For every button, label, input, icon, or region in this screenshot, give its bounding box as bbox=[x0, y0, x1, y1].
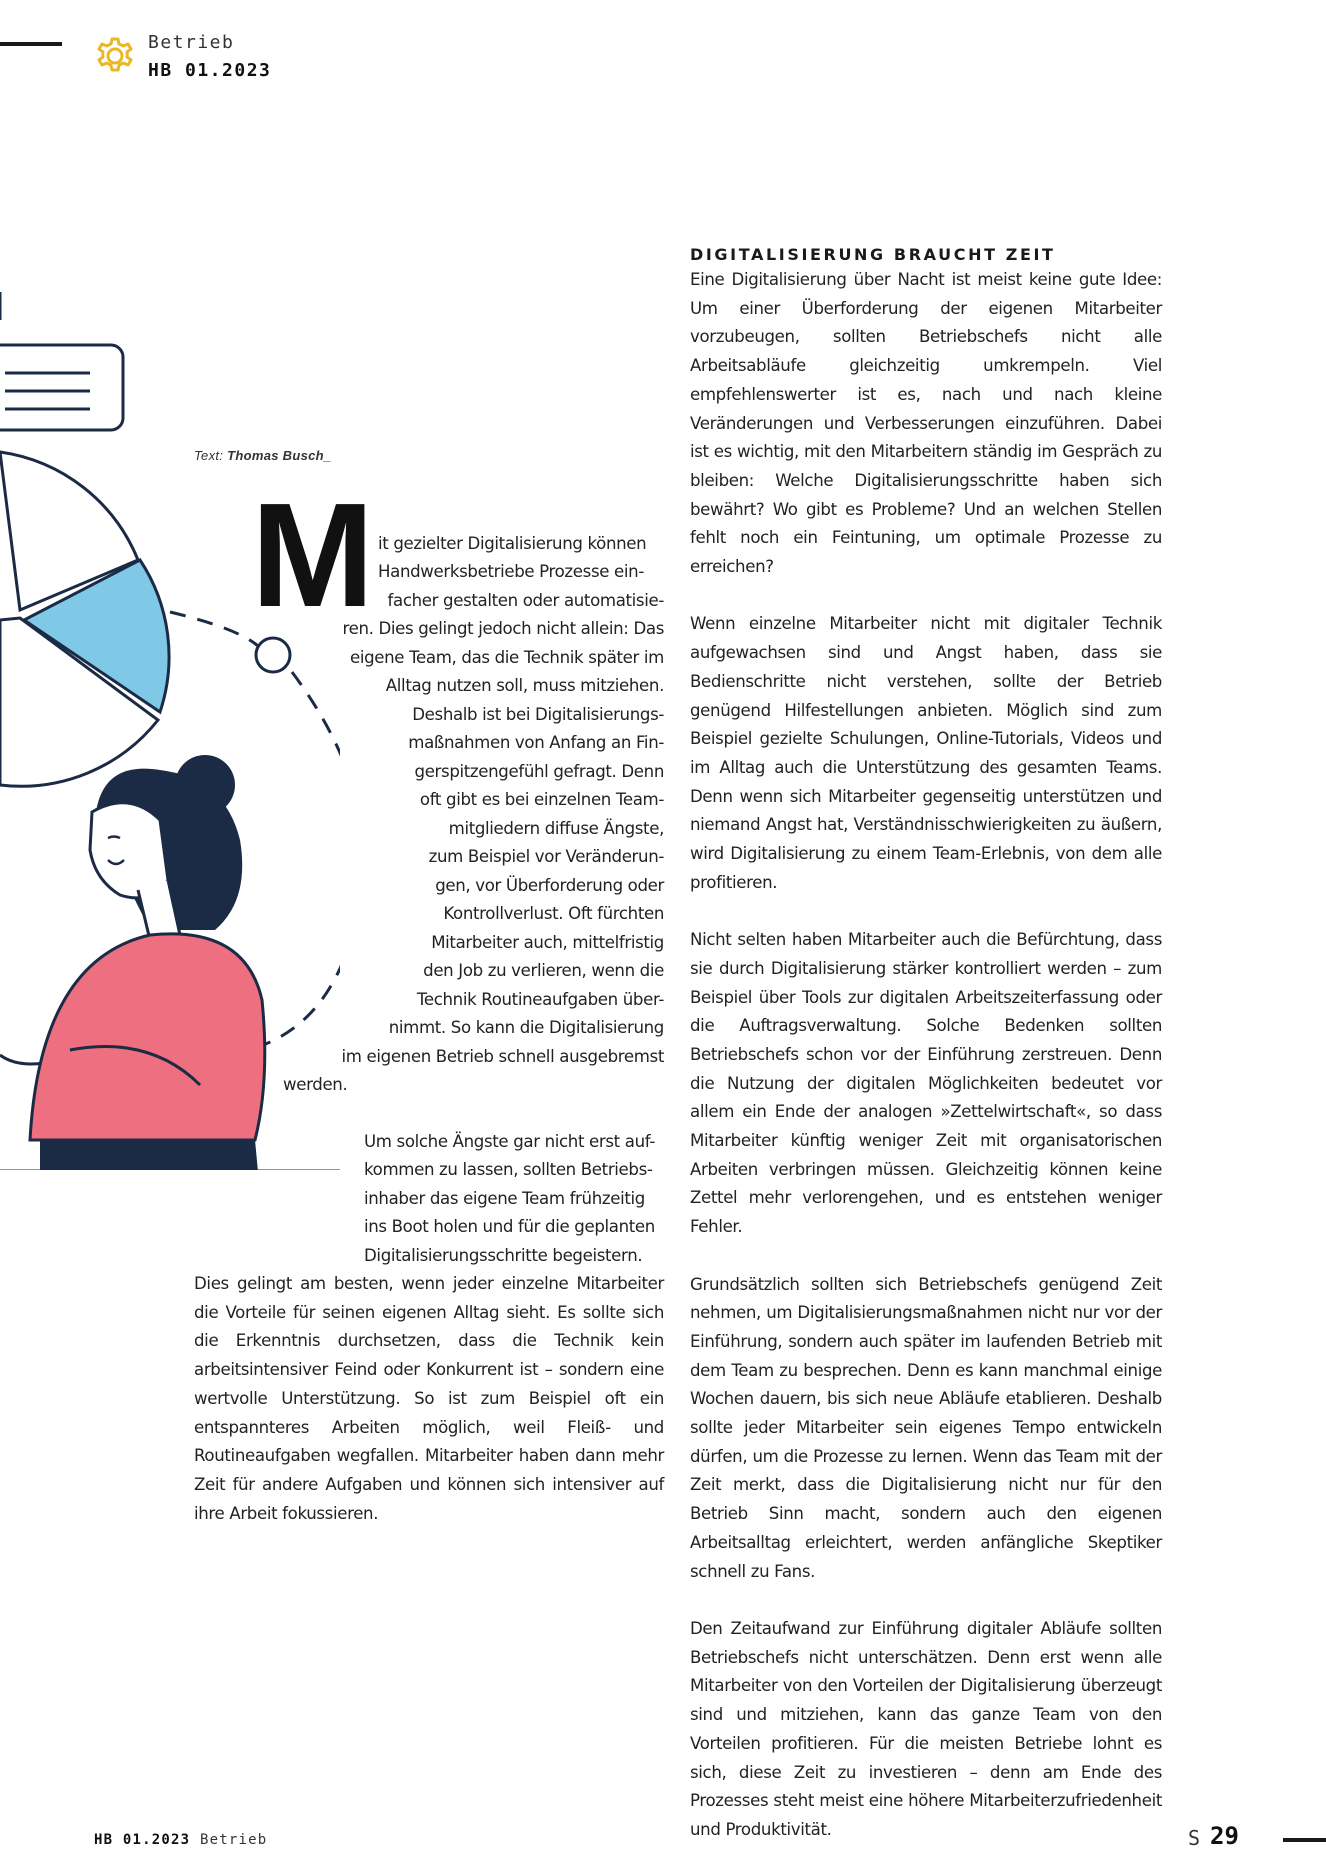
intro-line: facher gestalten oder automatisie- bbox=[387, 591, 664, 610]
intro-line: den Job zu verlieren, wenn die bbox=[423, 961, 664, 980]
paragraph: Grundsätzlich sollten sich Betriebschefs genügend Zeit nehmen, um Digitalisierungsmaßnahmen nicht nur vor der Einführung, sondern auch später im laufenden Betrieb mit dem Team zu besprechen. Denn es kann manchmal einige Wochen dauern, bis sich neue Abläufe etablieren. Deshalb sollte jeder Mitarbeiter sein eigenes Tempo entwickeln dürfen, um die Prozesse zu lernen. Wenn das Team mit der Zeit merkt, dass die Digitalisierung nicht nur für den Betrieb Sinn macht, sondern auch den eigenen Arbeitsalltag erleichtert, werden anfängliche Skeptiker schnell zu Fans. bbox=[690, 1274, 1162, 1581]
footer-issue: HB 01.2023 bbox=[94, 1832, 191, 1848]
second-line: inhaber das eigene Team frühzeitig bbox=[364, 1189, 645, 1208]
intro-line: im eigenen Betrieb schnell ausgebremst bbox=[341, 1047, 664, 1066]
paragraph: Eine Digitalisierung über Nacht ist meist keine gute Idee: Um einer Überforderung der eigenen Mitarbeiter vorzubeugen, sollten Betriebschefs nicht alle Arbeitsabläufe gleichzeitig umkrempeln. Viel empfehlenswerter ist es, nach und nach kleine Veränderungen und Verbesserungen einzuführen. Dabei ist es wichtig, mit den Mitarbeitern ständig im Gespräch zu bleiben: Welche Digitalisierungsschritte haben sich bewährt? Wo gibt es Probleme? Und an welchen Stellen fehlt noch ein Feintuning, um optimale Prozesse zu erreichen? bbox=[690, 270, 1162, 577]
intro-line: zum Beispiel vor Veränderun- bbox=[428, 847, 664, 866]
byline bbox=[194, 448, 331, 463]
intro-line: Handwerksbetriebe Prozesse ein- bbox=[378, 562, 644, 581]
intro-line: gen, vor Überforderung oder bbox=[435, 876, 664, 895]
page-number: 29 bbox=[1210, 1822, 1239, 1850]
second-line: Digitalisierungsschritte begeistern. bbox=[364, 1246, 643, 1265]
byline-prefix: Text: bbox=[194, 448, 224, 463]
intro-line: mitgliedern diffuse Ängste, bbox=[448, 819, 664, 838]
intro-line: nimmt. So kann die Digitalisierung bbox=[388, 1018, 664, 1037]
illustration-woman-chart bbox=[0, 270, 340, 1170]
footer-section: Betrieb bbox=[200, 1832, 268, 1848]
intro-line: Technik Routineaufgaben über- bbox=[416, 990, 664, 1009]
intro-line: werden. bbox=[283, 1075, 348, 1094]
gear-icon bbox=[93, 34, 137, 78]
section-heading: DIGITALISIERUNG BRAUCHT ZEIT bbox=[690, 245, 1056, 264]
paragraph-continuation: Dies gelingt am besten, wenn jeder einzelne Mitarbeiter die Vorteile für seinen eigenen Alltag sieht. Es sollte sich die Erkenntnis durchsetzen, dass die Technik kein arbeitsintensiver Feind oder Konkurrent ist – sondern eine wertvolle Unterstützung. So ist zum Beispiel oft ein entspannteres Arbeiten möglich, weil Fleiß- und Routineaufgaben wegfallen. Mitarbeiter haben dann mehr Zeit für andere Aufgaben und können sich intensiver auf ihre Arbeit fokussieren. bbox=[194, 1274, 664, 1523]
intro-line: Kontrollverlust. Oft fürchten bbox=[443, 904, 664, 923]
intro-line: gerspitzengefühl gefragt. Denn bbox=[414, 762, 664, 781]
header-section: Betrieb bbox=[148, 32, 235, 53]
intro-line: Alltag nutzen soll, muss mitziehen. bbox=[385, 676, 664, 695]
header-issue: HB 01.2023 bbox=[148, 60, 272, 81]
left-column-continuation bbox=[194, 1270, 664, 1528]
second-line: kommen zu lassen, sollten Betriebs- bbox=[364, 1160, 653, 1179]
intro-line: eigene Team, das die Technik später im bbox=[349, 648, 664, 667]
intro-line: oft gibt es bei einzelnen Team- bbox=[419, 790, 664, 809]
second-line: Um solche Ängste gar nicht erst auf- bbox=[364, 1132, 655, 1151]
intro-line: Deshalb ist bei Digitalisierungs- bbox=[412, 705, 664, 724]
byline-author: Thomas Busch_ bbox=[227, 448, 332, 463]
dropcap: M bbox=[251, 473, 371, 638]
paragraph: Nicht selten haben Mitarbeiter auch die Befürchtung, dass sie durch Digitalisierung stärker kontrolliert werden – zum Beispiel über Tools zur digitalen Arbeitszeiterfassung oder die Auftragsverwaltung. Solche Bedenken sollten Betriebschefs schon vor der Einführung zerstreuen. Denn die Nutzung der digitalen Möglichkeiten bedeutet vor allem ein Ende der analogen »Zettelwirtschaft«, so dass Mitarbeiter künftig weniger Zeit mit organisatorischen Arbeiten verbringen müssen. Gleichzeitig können keine Zettel mehr verlorengehen, und es entstehen weniger Fehler. bbox=[690, 930, 1162, 1237]
second-line: ins Boot holen und für die geplanten bbox=[364, 1217, 655, 1236]
intro-line: maßnahmen von Anfang an Fin- bbox=[408, 733, 664, 752]
intro-line: Mitarbeiter auch, mittelfristig bbox=[431, 933, 664, 952]
paragraph: Den Zeitaufwand zur Einführung digitaler Abläufe sollten Betriebschefs nicht unterschätzen. Denn erst wenn alle Mitarbeiter von den Vorteilen der Digitalisierung überzeugt sind und mitziehen, kann das ganze Team von den Vorteilen profitieren. Für die meisten Betriebe lohnt es sich, diese Zeit zu investieren – denn am Ende des Prozesses steht meist eine höhere Mitarbeiterzufriedenheit und Produktivität. bbox=[690, 1618, 1162, 1839]
footer-rule bbox=[1283, 1838, 1326, 1842]
header-rule bbox=[0, 42, 62, 46]
page-prefix: S bbox=[1188, 1826, 1201, 1850]
paragraph: Wenn einzelne Mitarbeiter nicht mit digitaler Technik aufgewachsen sind und Angst haben, dass sie Bedienschritte nicht verstehen, sollte der Betrieb genügend Hilfestellungen anbieten. Möglich sind zum Beispiel gezielte Schulungen, Online-Tutorials, Videos und im Alltag auch die Unterstützung des gesamten Teams. Denn wenn sich Mitarbeiter gegenseitig unterstützen und niemand Angst hat, Verständnisschwierigkeiten zu äußern, wird Digitalisierung zu einem Team-Erlebnis, von dem alle profitieren. bbox=[690, 614, 1162, 892]
right-column bbox=[690, 244, 1162, 1873]
intro-line: it gezielter Digitalisierung können bbox=[378, 534, 647, 553]
intro-line: ren. Dies gelingt jedoch nicht allein: Das bbox=[342, 619, 664, 638]
